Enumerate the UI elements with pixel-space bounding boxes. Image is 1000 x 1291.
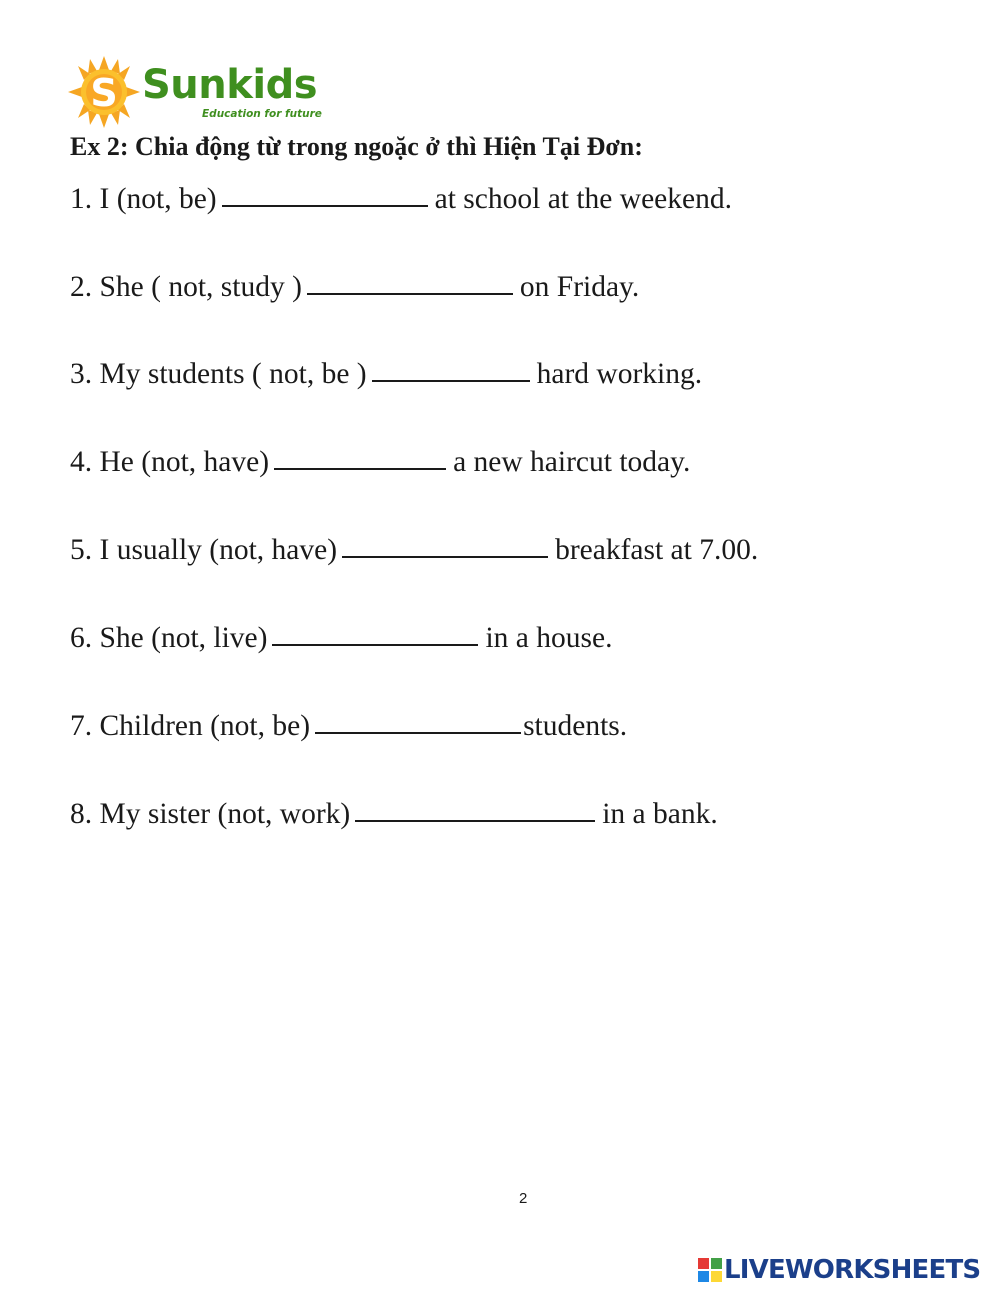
question-suffix: in a bank. (602, 798, 718, 830)
question-5 (70, 531, 758, 569)
answer-blank[interactable] (222, 183, 428, 207)
question-suffix: on Friday. (519, 271, 640, 303)
liveworksheets-text: LIVEWORKSHEETS (724, 1255, 981, 1285)
question-suffix: at school at the weekend. (434, 183, 732, 215)
question-prompt: 2. She ( not, study ) (70, 271, 302, 303)
sun-icon (66, 56, 142, 128)
question-suffix: a new haircut today. (453, 446, 691, 478)
logo-brand-text: Sunkids (142, 62, 318, 108)
answer-blank[interactable] (315, 710, 521, 734)
question-8 (70, 795, 718, 833)
question-suffix: hard working. (536, 358, 703, 390)
svg-text:S: S (90, 71, 118, 115)
answer-blank[interactable] (272, 622, 478, 646)
question-prompt: 7. Children (not, be) (70, 710, 311, 742)
question-prompt: 4. He (not, have) (70, 446, 270, 478)
page-number: 2 (519, 1190, 528, 1207)
question-prompt: 5. I usually (not, have) (70, 534, 338, 566)
question-suffix: students. (523, 710, 628, 742)
question-prompt: 3. My students ( not, be ) (70, 358, 367, 390)
answer-blank[interactable] (355, 798, 595, 822)
liveworksheets-logo-icon (698, 1258, 722, 1282)
question-prompt: 6. She (not, live) (70, 622, 268, 654)
question-3 (70, 355, 702, 393)
question-1 (70, 180, 732, 218)
question-4 (70, 443, 690, 481)
answer-blank[interactable] (307, 271, 513, 295)
exercise-heading: Ex 2: Chia động từ trong ngoặc ở thì Hiện Tại Đơn: (70, 132, 643, 161)
question-prompt: 8. My sister (not, work) (70, 798, 351, 830)
question-suffix: breakfast at 7.00. (555, 534, 759, 566)
question-suffix: in a house. (485, 622, 613, 654)
question-prompt: 1. I (not, be) (70, 183, 217, 215)
answer-blank[interactable] (342, 534, 548, 558)
logo-tagline: Education for future (202, 108, 322, 120)
sunkids-logo (66, 56, 336, 130)
question-6 (70, 619, 612, 657)
answer-blank[interactable] (274, 446, 446, 470)
answer-blank[interactable] (372, 358, 530, 382)
question-2 (70, 268, 639, 306)
question-7 (70, 707, 627, 745)
